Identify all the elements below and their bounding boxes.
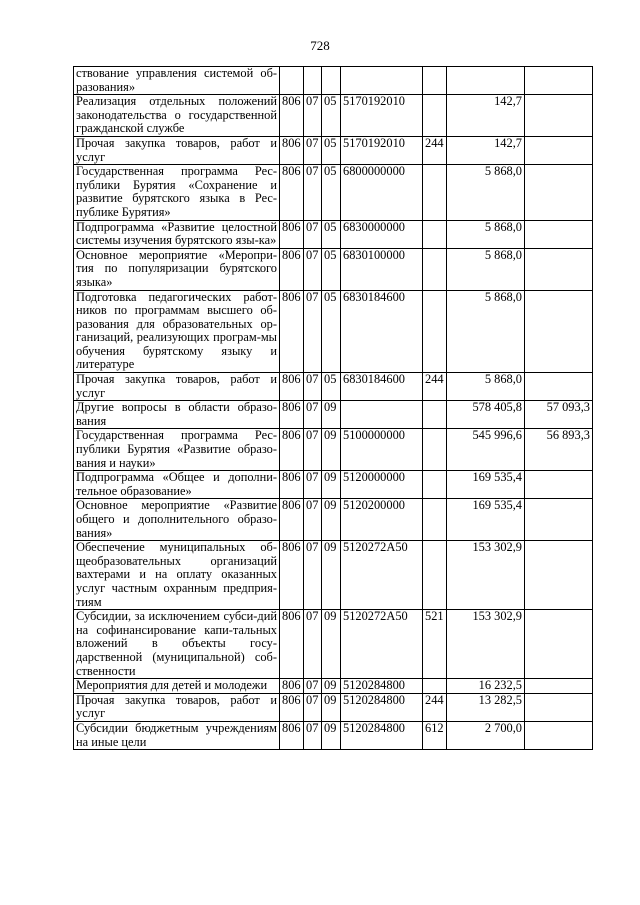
amount-cell: 142,7 (447, 95, 525, 137)
section-code-cell: 07 (304, 499, 322, 541)
amount-subvention-cell (525, 679, 593, 694)
table-row (74, 693, 593, 721)
section-code-cell: 07 (304, 401, 322, 429)
ved-code-cell: 806 (280, 136, 304, 164)
amount-cell: 545 996,6 (447, 429, 525, 471)
section-code-cell: 07 (304, 290, 322, 373)
target-article-cell: 5120284800 (341, 721, 423, 749)
table-row (74, 610, 593, 679)
amount-subvention-cell (525, 67, 593, 95)
expense-type-cell: 521 (423, 610, 447, 679)
target-article-cell: 5170192010 (341, 136, 423, 164)
amount-subvention-cell (525, 541, 593, 610)
target-article-cell: 6830000000 (341, 220, 423, 248)
subsection-code-cell: 09 (322, 541, 341, 610)
amount-cell: 16 232,5 (447, 679, 525, 694)
subsection-code-cell: 09 (322, 610, 341, 679)
row-name-cell: Основное мероприятие «Развитие общего и дополнительного образо-вания» (74, 499, 280, 541)
amount-subvention-cell (525, 290, 593, 373)
expense-type-cell (423, 401, 447, 429)
amount-cell: 169 535,4 (447, 471, 525, 499)
table-row (74, 429, 593, 471)
expense-type-cell: 612 (423, 721, 447, 749)
subsection-code-cell: 09 (322, 679, 341, 694)
amount-cell: 153 302,9 (447, 610, 525, 679)
target-article-cell: 5100000000 (341, 429, 423, 471)
table-row (74, 290, 593, 373)
row-name-cell: Подпрограмма «Развитие целостной системы изучения бурятского язы-ка» (74, 220, 280, 248)
row-name-cell: Прочая закупка товаров, работ и услуг (74, 693, 280, 721)
row-name-cell: Государственная программа Рес-публики Бурятия «Развитие образо-вания и науки» (74, 429, 280, 471)
target-article-cell: 5120284800 (341, 679, 423, 694)
expense-type-cell (423, 679, 447, 694)
amount-cell: 5 868,0 (447, 220, 525, 248)
table-row (74, 471, 593, 499)
table-row (74, 679, 593, 694)
expense-type-cell (423, 429, 447, 471)
row-name-cell: Государственная программа Рес-публики Бурятия «Сохранение и развитие бурятского языка в Рес-публике Бурятия» (74, 165, 280, 220)
section-code-cell: 07 (304, 429, 322, 471)
amount-cell: 2 700,0 (447, 721, 525, 749)
target-article-cell: 6830184600 (341, 290, 423, 373)
ved-code-cell: 806 (280, 471, 304, 499)
target-article-cell: 5120000000 (341, 471, 423, 499)
table-row (74, 401, 593, 429)
amount-subvention-cell (525, 165, 593, 220)
expense-type-cell: 244 (423, 373, 447, 401)
amount-cell: 578 405,8 (447, 401, 525, 429)
amount-subvention-cell (525, 610, 593, 679)
table-row (74, 541, 593, 610)
table-row (74, 373, 593, 401)
amount-subvention-cell: 57 093,3 (525, 401, 593, 429)
amount-cell: 13 282,5 (447, 693, 525, 721)
amount-cell: 5 868,0 (447, 248, 525, 290)
target-article-cell (341, 67, 423, 95)
ved-code-cell: 806 (280, 165, 304, 220)
subsection-code-cell: 09 (322, 693, 341, 721)
subsection-code-cell: 09 (322, 499, 341, 541)
row-name-cell: Подпрограмма «Общее и дополни-тельное образование» (74, 471, 280, 499)
budget-table-body (74, 67, 593, 750)
ved-code-cell: 806 (280, 290, 304, 373)
subsection-code-cell: 05 (322, 373, 341, 401)
ved-code-cell: 806 (280, 429, 304, 471)
subsection-code-cell: 05 (322, 248, 341, 290)
ved-code-cell: 806 (280, 693, 304, 721)
expense-type-cell (423, 165, 447, 220)
row-name-cell: Прочая закупка товаров, работ и услуг (74, 373, 280, 401)
row-name-cell: Обеспечение муниципальных об-щеобразовательных организаций вахтерами и на оплату оказанных услуг частным охранным предприя-тиям (74, 541, 280, 610)
row-name-cell: ствование управления системой об-разования» (74, 67, 280, 95)
amount-subvention-cell (525, 499, 593, 541)
amount-subvention-cell (525, 721, 593, 749)
ved-code-cell: 806 (280, 95, 304, 137)
subsection-code-cell: 09 (322, 429, 341, 471)
ved-code-cell: 806 (280, 610, 304, 679)
target-article-cell: 5120272А50 (341, 610, 423, 679)
target-article-cell: 5170192010 (341, 95, 423, 137)
amount-subvention-cell (525, 220, 593, 248)
section-code-cell: 07 (304, 693, 322, 721)
subsection-code-cell: 05 (322, 220, 341, 248)
expense-type-cell (423, 248, 447, 290)
row-name-cell: Прочая закупка товаров, работ и услуг (74, 136, 280, 164)
expense-type-cell: 244 (423, 693, 447, 721)
expense-type-cell (423, 67, 447, 95)
page-number: 728 (310, 38, 330, 53)
table-row (74, 136, 593, 164)
subsection-code-cell: 09 (322, 721, 341, 749)
subsection-code-cell: 09 (322, 401, 341, 429)
amount-subvention-cell (525, 693, 593, 721)
amount-subvention-cell (525, 136, 593, 164)
row-name-cell: Другие вопросы в области образо-вания (74, 401, 280, 429)
row-name-cell: Основное мероприятие «Меропри-тия по популяризации бурятского языка» (74, 248, 280, 290)
amount-subvention-cell (525, 471, 593, 499)
section-code-cell: 07 (304, 721, 322, 749)
table-row (74, 721, 593, 749)
row-name-cell: Субсидии бюджетным учреждениям на иные цели (74, 721, 280, 749)
target-article-cell: 6830184600 (341, 373, 423, 401)
row-name-cell: Субсидии, за исключением субси-дий на софинансирование капи-тальных вложений в объекты госу-дарственной (муниципальной) соб-ственности (74, 610, 280, 679)
section-code-cell: 07 (304, 679, 322, 694)
section-code-cell: 07 (304, 248, 322, 290)
table-row (74, 165, 593, 220)
ved-code-cell: 806 (280, 499, 304, 541)
section-code-cell: 07 (304, 610, 322, 679)
amount-cell: 5 868,0 (447, 290, 525, 373)
amount-cell: 153 302,9 (447, 541, 525, 610)
subsection-code-cell: 05 (322, 95, 341, 137)
ved-code-cell: 806 (280, 220, 304, 248)
amount-cell: 142,7 (447, 136, 525, 164)
table-row (74, 95, 593, 137)
ved-code-cell: 806 (280, 541, 304, 610)
section-code-cell: 07 (304, 373, 322, 401)
ved-code-cell: 806 (280, 401, 304, 429)
target-article-cell (341, 401, 423, 429)
amount-subvention-cell (525, 95, 593, 137)
expense-type-cell: 244 (423, 136, 447, 164)
table-row (74, 499, 593, 541)
section-code-cell: 07 (304, 136, 322, 164)
target-article-cell: 5120284800 (341, 693, 423, 721)
expense-type-cell (423, 499, 447, 541)
row-name-cell: Подготовка педагогических работ-ников по программам высшего об-разования для образовательных ор-ганизаций, реализующих програм-мы обучения бурятскому языку и литературе (74, 290, 280, 373)
section-code-cell: 07 (304, 471, 322, 499)
table-row (74, 248, 593, 290)
table-row (74, 67, 593, 95)
amount-subvention-cell (525, 248, 593, 290)
amount-cell (447, 67, 525, 95)
row-name-cell: Мероприятия для детей и молодежи (74, 679, 280, 694)
ved-code-cell: 806 (280, 248, 304, 290)
subsection-code-cell: 05 (322, 290, 341, 373)
amount-cell: 169 535,4 (447, 499, 525, 541)
section-code-cell: 07 (304, 220, 322, 248)
ved-code-cell (280, 67, 304, 95)
section-code-cell: 07 (304, 165, 322, 220)
expense-type-cell (423, 290, 447, 373)
amount-subvention-cell: 56 893,3 (525, 429, 593, 471)
expense-type-cell (423, 471, 447, 499)
target-article-cell: 6830100000 (341, 248, 423, 290)
amount-cell: 5 868,0 (447, 165, 525, 220)
amount-cell: 5 868,0 (447, 373, 525, 401)
subsection-code-cell: 05 (322, 136, 341, 164)
expense-type-cell (423, 95, 447, 137)
amount-subvention-cell (525, 373, 593, 401)
subsection-code-cell: 09 (322, 471, 341, 499)
ved-code-cell: 806 (280, 721, 304, 749)
target-article-cell: 5120272А50 (341, 541, 423, 610)
ved-code-cell: 806 (280, 373, 304, 401)
target-article-cell: 6800000000 (341, 165, 423, 220)
section-code-cell: 07 (304, 95, 322, 137)
section-code-cell: 07 (304, 541, 322, 610)
section-code-cell (304, 67, 322, 95)
target-article-cell: 5120200000 (341, 499, 423, 541)
budget-table (73, 66, 593, 750)
subsection-code-cell: 05 (322, 165, 341, 220)
expense-type-cell (423, 220, 447, 248)
subsection-code-cell (322, 67, 341, 95)
ved-code-cell: 806 (280, 679, 304, 694)
row-name-cell: Реализация отдельных положений законодательства о государственной гражданской службе (74, 95, 280, 137)
table-row (74, 220, 593, 248)
expense-type-cell (423, 541, 447, 610)
